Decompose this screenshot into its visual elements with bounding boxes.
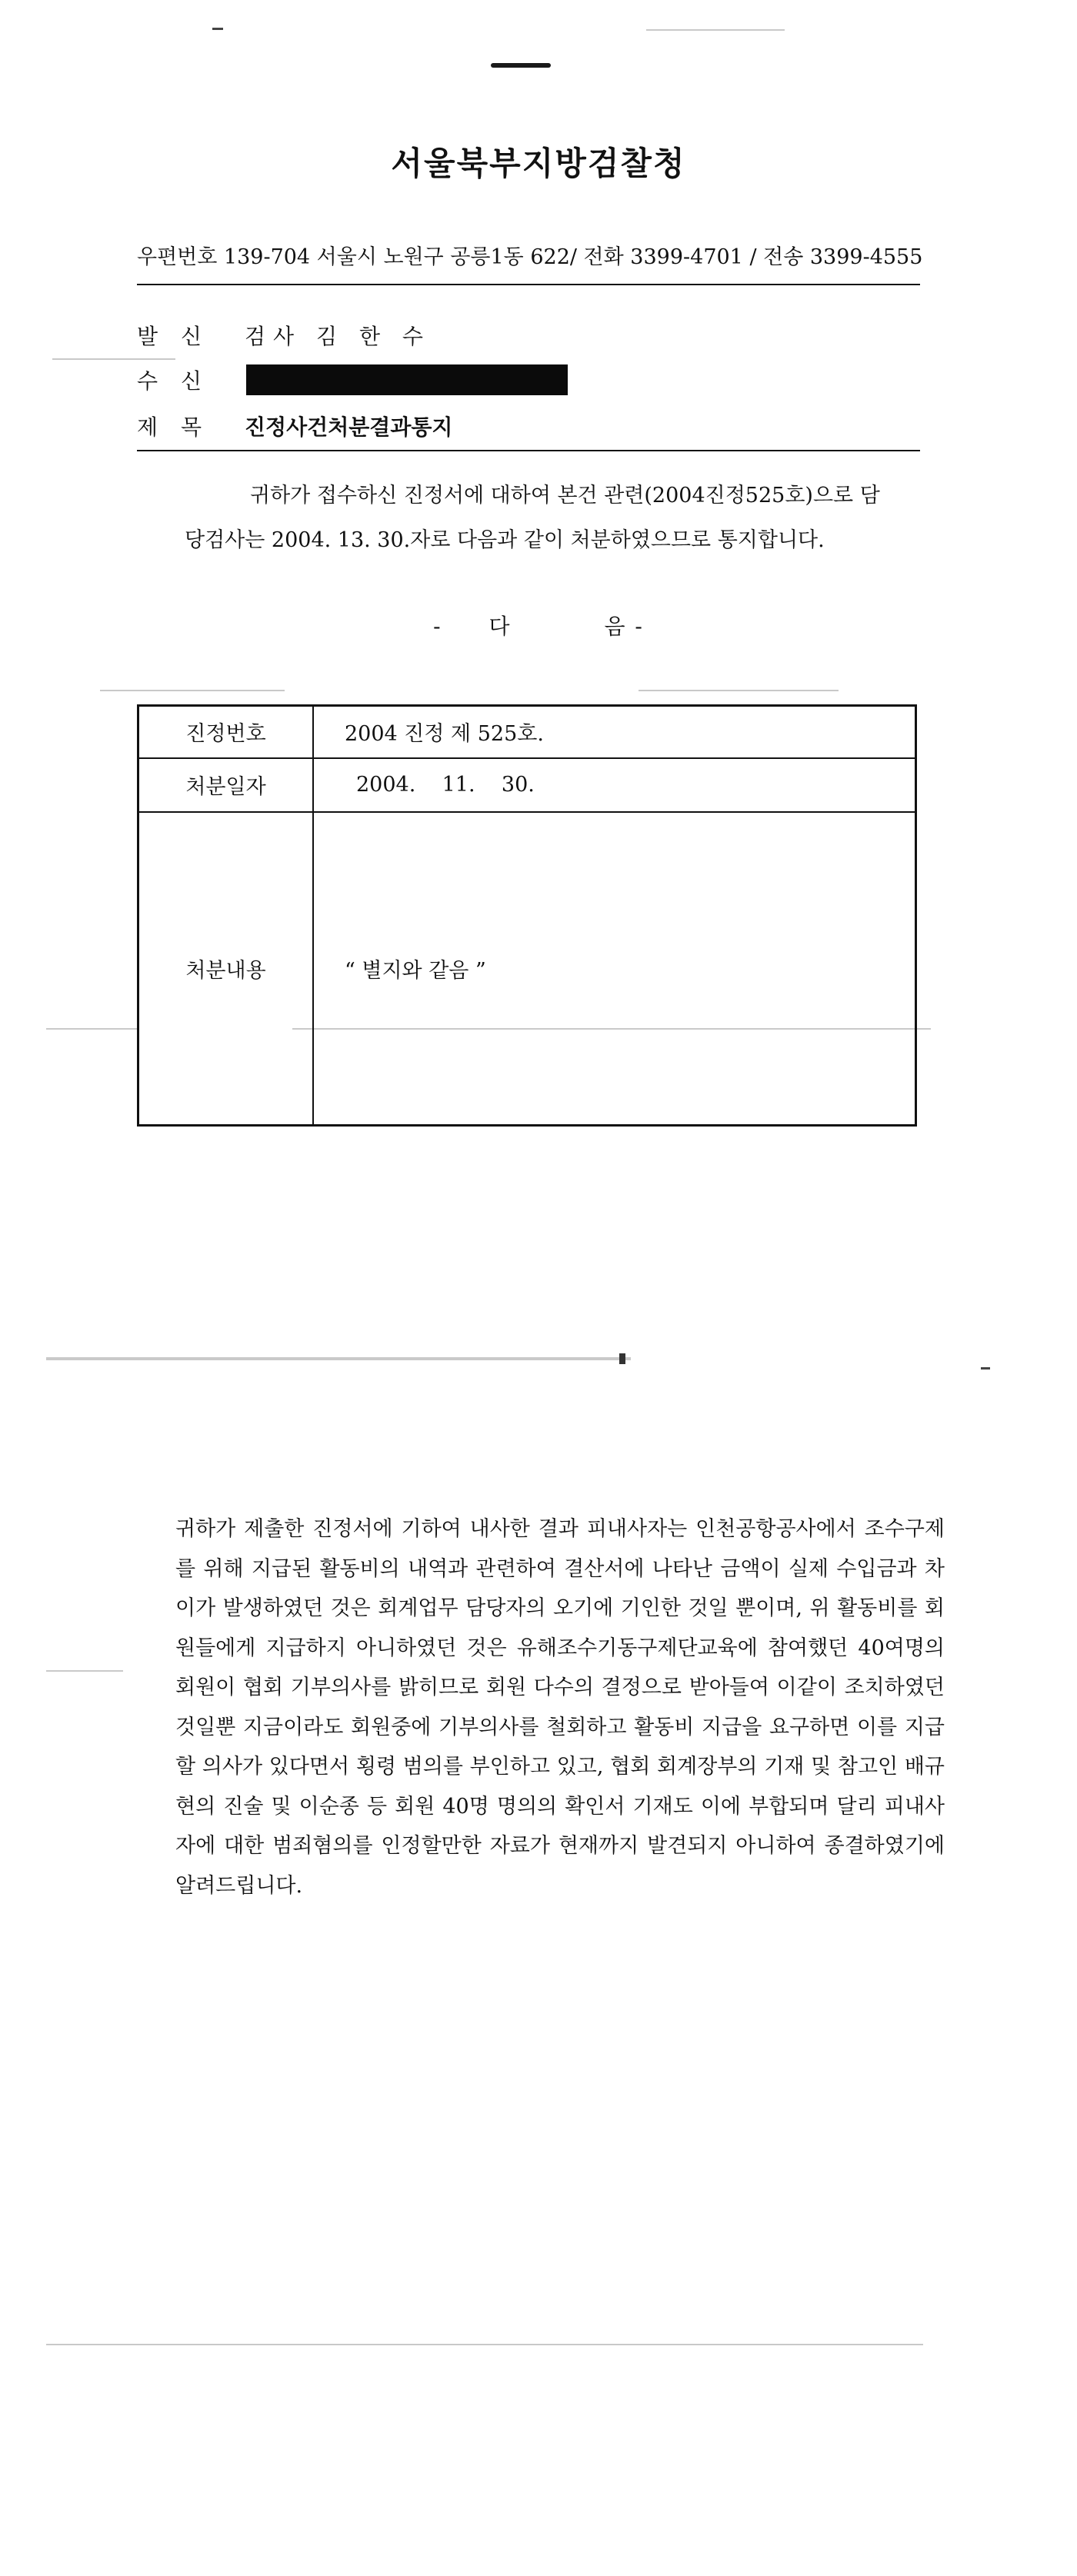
sender-value: 검사 김 한 수 bbox=[245, 324, 431, 349]
recipient-redaction bbox=[246, 364, 568, 395]
office-title: 서울북부지방검찰청 bbox=[391, 145, 686, 182]
table-row bbox=[138, 706, 916, 758]
scan-noise bbox=[46, 1670, 123, 1672]
row-label: 진정번호 bbox=[138, 706, 314, 758]
table-row bbox=[138, 758, 916, 812]
subject-value: 진정사건처분결과통지 bbox=[245, 414, 453, 440]
heading-dash-left: - bbox=[433, 614, 442, 639]
row-label: 처분내용 bbox=[138, 812, 314, 1126]
subject-label: 제목 bbox=[137, 414, 225, 440]
intro-line-2: 당검사는 2004. 13. 30.자로 다음과 같이 처분하였으므로 통지합니다. bbox=[185, 528, 825, 552]
scan-noise bbox=[981, 1367, 990, 1370]
result-table bbox=[137, 704, 917, 1127]
sender-label: 발신 bbox=[137, 324, 225, 349]
row-value: “ 별지와 같음 ” bbox=[313, 812, 916, 1126]
recipient-label: 수신 bbox=[137, 368, 225, 394]
scan-noise bbox=[639, 690, 839, 691]
scan-noise bbox=[46, 1357, 631, 1360]
scan-noise bbox=[100, 690, 285, 691]
body-paragraph bbox=[175, 1509, 945, 1905]
heading-char-1: 다 bbox=[488, 614, 512, 639]
top-mark bbox=[491, 63, 551, 68]
scan-noise bbox=[212, 28, 223, 30]
row-value: 2004. 11. 30. bbox=[313, 758, 916, 812]
body-text: 귀하가 제출한 진정서에 기하여 내사한 결과 피내사자는 인천공항공사에서 조수구제를 위해 지급된 활동비의 내역과 관련하여 결산서에 나타난 금액이 실제 수입금과 차이가 발생하였던 것은 회계업무 담당자의 오기에 기인한 것일 뿐이며, 위 활동비를 회원들에게 지급하지 아니하였던 것은 유해조수기동구제단교육에 참여했던 40여명의 회원이 협회 기부의사를 밝히므로 회원 다수의 결정으로 받아들여 이같이 조치하였던 것일뿐 지금이라도 회원중에 기부의사를 철회하고 활동비 지급을 요구하면 이를 지급할 의사가 있다면서 횡령 범의를 부인하고 있고, 협회 회계장부의 기재 및 참고인 배규현의 진술 및 이순종 등 회원 40명 명의의 확인서 기재도 이에 부합되며 달리 피내사자에 대한 범죄혐의를 인정할만한 자료가 현재까지 발견되지 아니하여 종결하였기에 알려드립니다. bbox=[175, 1517, 945, 1898]
row-value: 2004 진정 제 525호. bbox=[313, 706, 916, 758]
scan-noise bbox=[646, 29, 785, 31]
divider bbox=[137, 284, 920, 285]
heading-dash-right: - bbox=[635, 614, 644, 639]
heading-char-2: 음 bbox=[604, 614, 627, 639]
scan-noise bbox=[52, 358, 175, 360]
address-line: 우편번호 139-704 서울시 노원구 공릉1동 622/ 전화 3399-4701 / 전송 3399-4555 bbox=[137, 245, 923, 269]
divider bbox=[137, 450, 920, 451]
table-row bbox=[138, 812, 916, 1126]
scan-noise bbox=[619, 1353, 625, 1364]
row-label: 처분일자 bbox=[138, 758, 314, 812]
intro-line-1: 귀하가 접수하신 진정서에 대하여 본건 관련(2004진정525호)으로 담 bbox=[250, 484, 880, 508]
scan-noise bbox=[46, 2344, 923, 2345]
section-heading bbox=[0, 610, 1077, 641]
scan-noise bbox=[46, 1028, 138, 1030]
